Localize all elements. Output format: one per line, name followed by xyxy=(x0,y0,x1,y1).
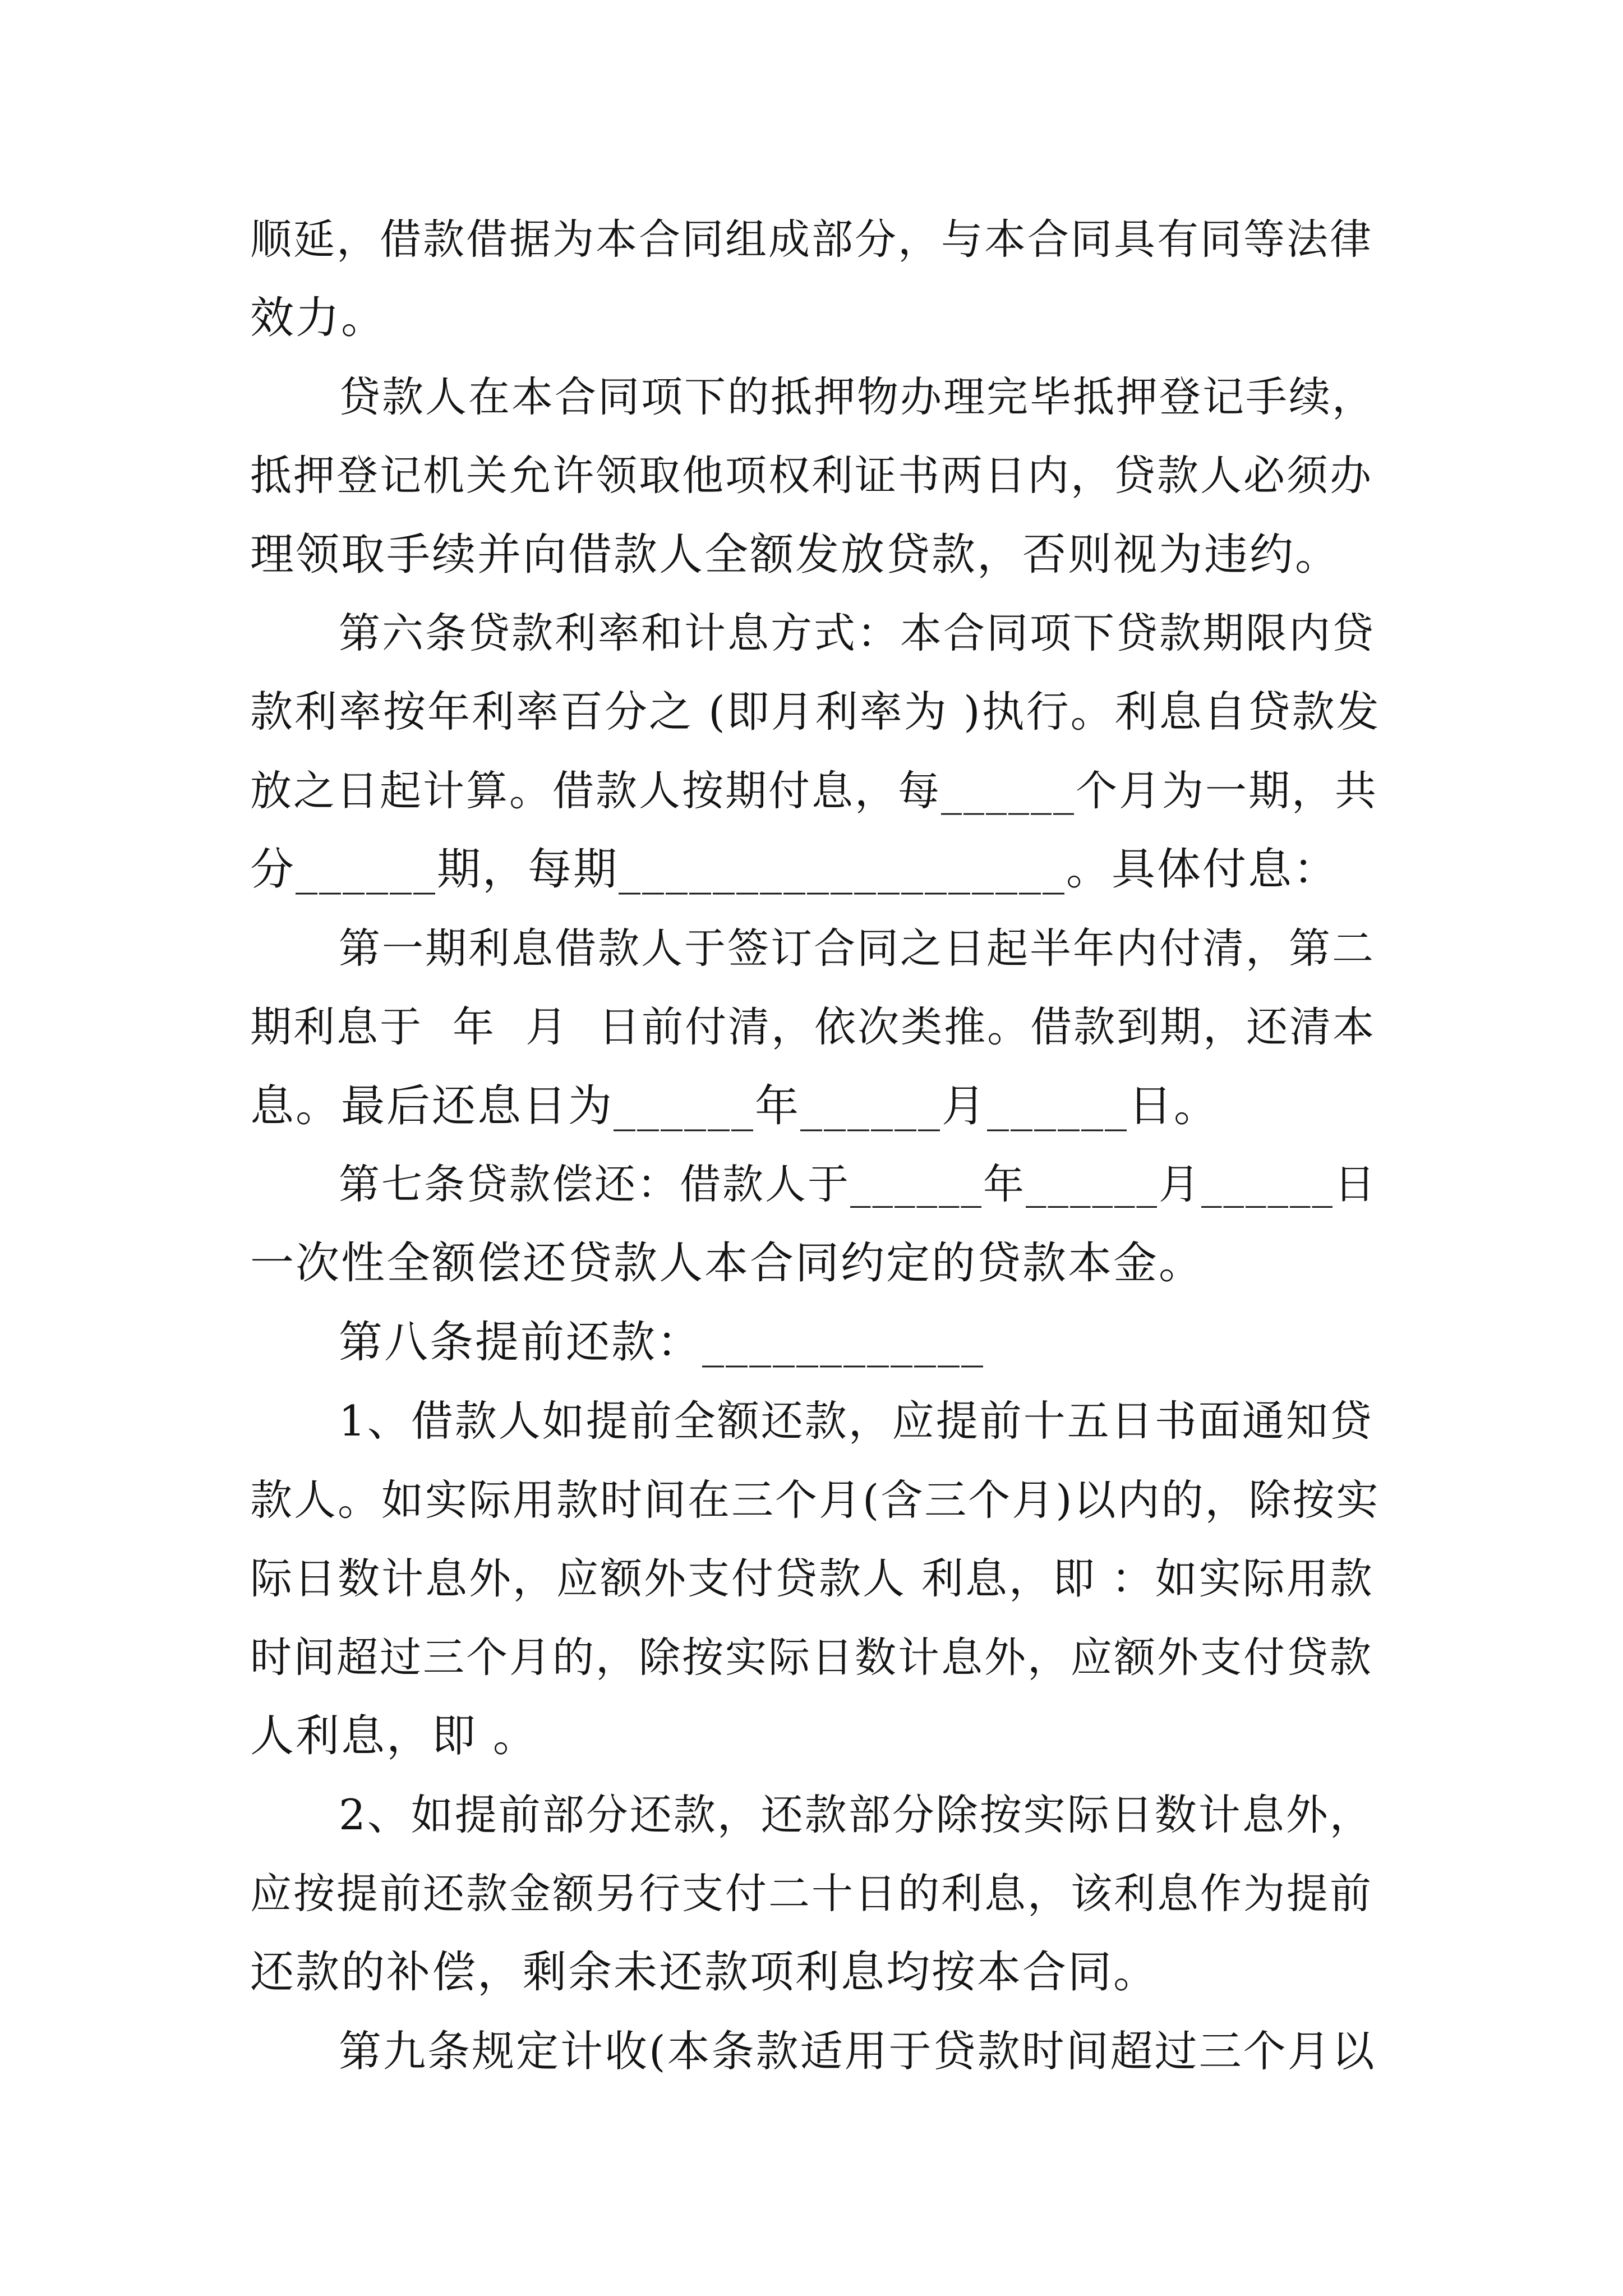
article-heading-line: 第九条规定计收(本条款适用于贷款时间超过三个月以 xyxy=(339,2026,1376,2076)
list-item-line: 2、如提前部分还款，还款部分除按实际日数计息外， xyxy=(339,1790,1373,1839)
body-line: 应按提前还款金额另行支付二十日的利息，该利息作为提前 xyxy=(250,1870,1373,1918)
body-line: 际日数计息外，应额外支付贷款人 利息，即 ：如实际用款 xyxy=(250,1554,1374,1603)
body-line: 息。最后还息日为______年______月______日。 xyxy=(250,1081,1220,1131)
article-heading-line: 第六条贷款利率和计息方式：本合同项下贷款期限内贷 xyxy=(339,609,1375,657)
body-line: 款人。如实际用款时间在三个月(含三个月)以内的，除按实 xyxy=(250,1475,1380,1525)
body-line: 理领取手续并向借款人全额发放贷款，否则视为违约。 xyxy=(250,530,1341,580)
body-line: 抵押登记机关允许领取他项权利证书两日内，贷款人必须办 xyxy=(250,452,1373,500)
body-line: 效力。 xyxy=(250,293,387,343)
body-line: 款利率按年利率百分之 (即月利率为 )执行。利息自贷款发 xyxy=(250,687,1381,737)
body-line: 放之日起计算。借款人按期付息，每______个月为一期，共 xyxy=(250,767,1378,815)
paragraph-start-line: 第一期利息借款人于签订合同之日起半年内付清，第二 xyxy=(339,924,1375,973)
body-line: 人利息，即 。 xyxy=(250,1711,538,1761)
body-line: 还款的补偿，剩余未还款项利息均按本合同。 xyxy=(250,1947,1159,1998)
article-heading-line: 第八条提前还款：____________ xyxy=(339,1317,985,1368)
body-line: 分______期，每期___________________。具体付息： xyxy=(250,844,1339,895)
list-item-line: 1、借款人如提前全额还款，应提前十五日书面通知贷 xyxy=(339,1396,1373,1446)
body-line: 一次性全额偿还贷款人本合同约定的贷款本金。 xyxy=(250,1238,1205,1289)
body-line: 时间超过三个月的，除按实际日数计息外，应额外支付贷款 xyxy=(250,1634,1373,1682)
paragraph-start-line: 贷款人在本合同项下的抵押物办理完毕抵押登记手续， xyxy=(339,373,1375,421)
article-heading-line: 第七条贷款偿还：借款人于______年______月______日 xyxy=(339,1161,1377,1208)
body-line: 顺延，借款借据为本合同组成部分，与本合同具有同等法律 xyxy=(250,215,1373,264)
body-line: 期利息于 年 月 日前付清，依次类推。借款到期，还清本 xyxy=(250,1003,1376,1051)
